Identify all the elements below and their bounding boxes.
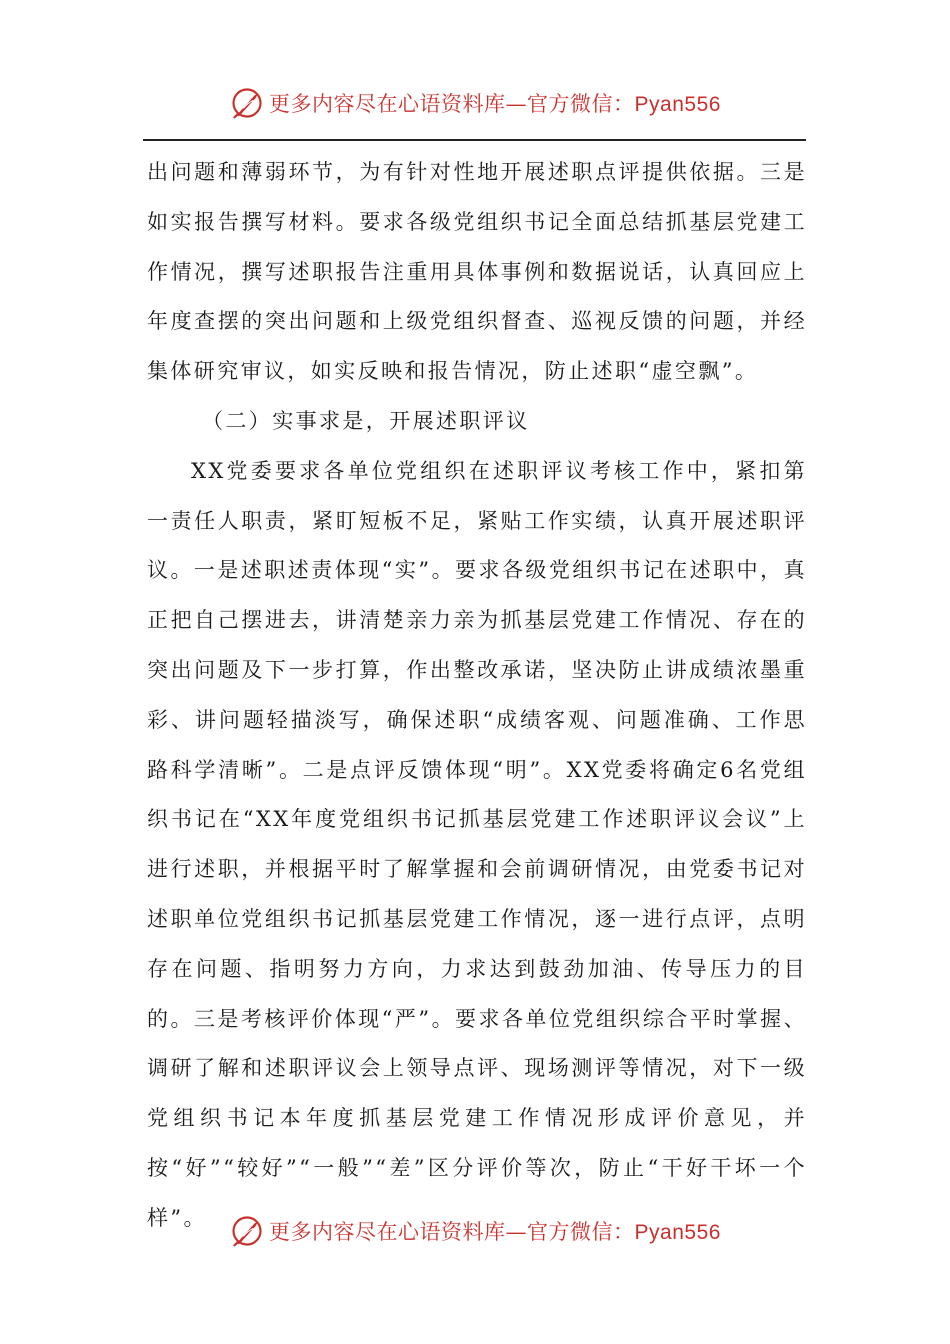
watermark-wechat-id: Pyan556 <box>634 93 721 116</box>
watermark-text <box>269 88 721 118</box>
header-divider <box>143 139 806 141</box>
watermark-wechat-id: Pyan556 <box>634 1221 721 1244</box>
paragraph-continuation: 出问题和薄弱环节，为有针对性地开展述职点评提供依据。三是如实报告撰写材料。要求各级党组织书记全面总结抓基层党建工作情况，撰写述职报告注重用具体事例和数据说话，认真回应上年度查摆的突出问题和上级党组织督查、巡视反馈的问题，并经集体研究审议，如实反映和报告情况，防止述职“虚空飘”。 <box>147 160 807 384</box>
header-watermark-banner <box>0 80 950 126</box>
pen-logo-icon <box>229 85 265 121</box>
footer-watermark-banner <box>0 1208 950 1254</box>
document-body <box>147 148 807 1244</box>
watermark-text <box>269 1216 721 1246</box>
watermark-label: 更多内容尽在心语资料库—官方微信： <box>269 92 635 116</box>
paragraph-body: XX党委要求各单位党组织在述职评议考核工作中，紧扣第一责任人职责，紧盯短板不足，紧贴工作实绩，认真开展述职评议。一是述职述责体现“实”。要求各级党组织书记在述职中，真正把自己摆进去，讲清楚亲力亲为抓基层党建工作情况、存在的突出问题及下一步打算，作出整改承诺，坚决防止讲成绩浓墨重彩、讲问题轻描淡写，确保述职“成绩客观、问题准确、工作思路科学清晰”。二是点评反馈体现“明”。XX党委将确定6名党组织书记在“XX年度党组织书记抓基层党建工作述职评议会议”上进行述职，并根据平时了解掌握和会前调研情况，由党委书记对述职单位党组织书记抓基层党建工作情况，逐一进行点评，点明存在问题、指明努力方向，力求达到鼓劲加油、传导压力的目的。三是考核评价体现“严”。要求各单位党组织综合平时掌握、调研了解和述职评议会上领导点评、现场测评等情况，对下一级党组织书记本年度抓基层党建工作情况形成评价意见，并按“好”“较好”“一般”“差”区分评价等次，防止“干好干坏一个样”。 <box>147 458 807 1230</box>
watermark-label: 更多内容尽在心语资料库—官方微信： <box>269 1220 635 1244</box>
pen-logo-icon <box>229 1213 265 1249</box>
section-heading: （二）实事求是，开展述职评议 <box>202 408 530 433</box>
